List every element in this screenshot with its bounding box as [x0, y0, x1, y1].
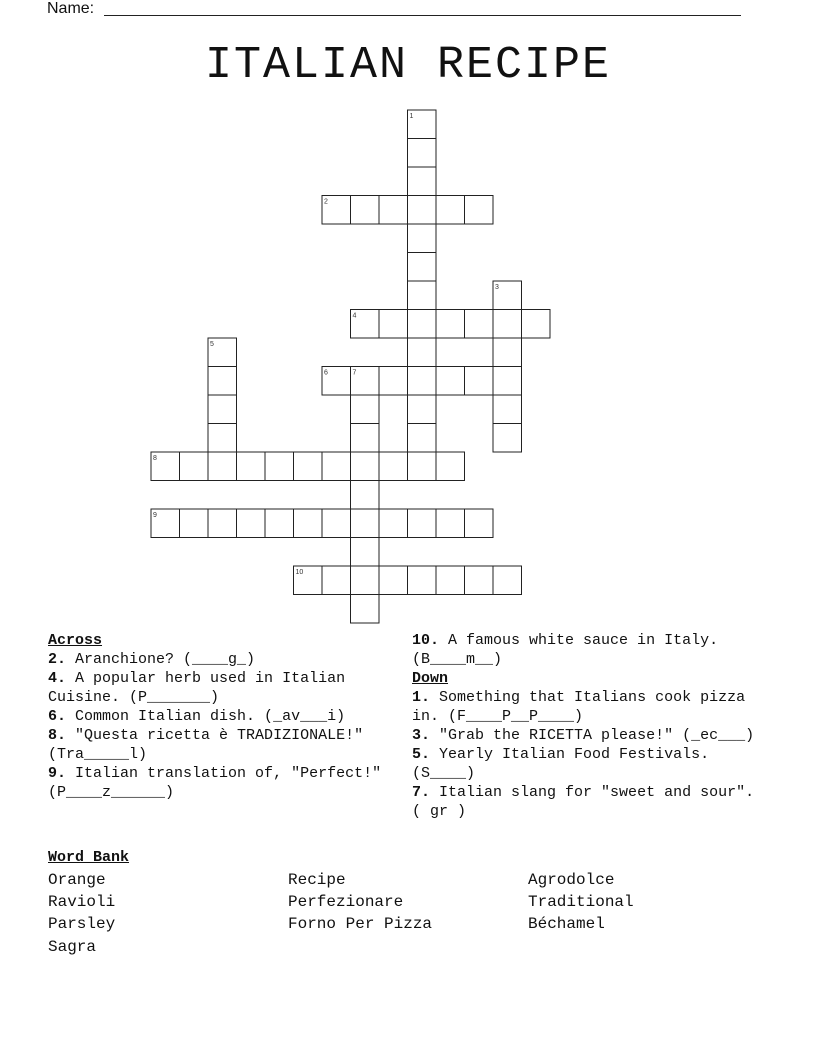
grid-cell[interactable]: [465, 367, 494, 396]
cell-number: 8: [153, 455, 157, 462]
across-clue-4: [48, 669, 398, 707]
cell-number: 1: [409, 113, 414, 120]
grid-cell[interactable]: [265, 452, 294, 481]
grid-cell[interactable]: [408, 338, 437, 367]
grid-cell[interactable]: [408, 167, 437, 196]
clue-text: Italian translation of, "Perfect!" (P____z______): [48, 765, 382, 801]
word-bank-item: Perfezionare: [288, 893, 404, 911]
clue-number: 6.: [48, 708, 67, 725]
grid-cell[interactable]: [351, 538, 380, 567]
clue-number: 10.: [412, 632, 440, 649]
across-clue-6: [48, 707, 398, 726]
grid-cell[interactable]: [408, 509, 437, 538]
across-heading: Across: [48, 632, 103, 649]
grid-cell[interactable]: [180, 452, 209, 481]
grid-cell[interactable]: [465, 566, 494, 595]
grid-cell[interactable]: [408, 224, 437, 253]
clues-left-column: [48, 631, 398, 802]
cell-number: 7: [352, 369, 357, 377]
clue-text: Something that Italians cook pizza in. (F____P__P____): [412, 689, 746, 725]
across-clue-2: [48, 650, 398, 669]
grid-cell[interactable]: [408, 281, 437, 310]
grid-cell[interactable]: [408, 196, 437, 225]
grid-cell[interactable]: [322, 509, 351, 538]
grid-cell[interactable]: [493, 310, 522, 339]
grid-cell[interactable]: [436, 196, 465, 225]
grid-cell[interactable]: [408, 367, 437, 396]
clue-text: Common Italian dish. (_av___i): [75, 708, 346, 725]
grid-cell[interactable]: [379, 196, 408, 225]
clue-number: 1.: [412, 689, 431, 706]
grid-cell[interactable]: [465, 509, 494, 538]
grid-cell[interactable]: [493, 367, 522, 396]
grid-cell[interactable]: [465, 310, 494, 339]
cell-number: 6: [324, 369, 328, 377]
clue-text: Aranchione? (____g_): [75, 651, 256, 668]
grid-cell[interactable]: [351, 196, 380, 225]
name-label: Name:: [47, 0, 95, 17]
grid-cell[interactable]: [379, 566, 408, 595]
word-bank-item: Agrodolce: [528, 871, 615, 889]
clue-number: 4.: [48, 670, 67, 687]
grid-cell[interactable]: [208, 509, 237, 538]
clue-text: "Grab the RICETTA please!" (_ec___): [439, 727, 755, 744]
word-bank-item: Béchamel: [528, 915, 605, 933]
grid-cell[interactable]: [322, 566, 351, 595]
clue-number: 9.: [48, 765, 67, 782]
grid-cell[interactable]: [493, 338, 522, 367]
down-clue-7: [412, 783, 772, 821]
grid-cell[interactable]: [379, 452, 408, 481]
word-bank-item: Ravioli: [48, 893, 116, 911]
grid-cell[interactable]: [408, 253, 437, 282]
grid-cell[interactable]: [208, 452, 237, 481]
grid-cell[interactable]: [408, 310, 437, 339]
grid-cell[interactable]: [379, 509, 408, 538]
word-bank-heading: Word Bank: [48, 849, 130, 866]
down-clue-1: [412, 688, 772, 726]
across-clue-9: [48, 764, 398, 802]
clue-text: A famous white sauce in Italy. (B____m__): [412, 632, 719, 668]
grid-cell[interactable]: [237, 452, 266, 481]
grid-cell[interactable]: [294, 509, 323, 538]
down-clue-5: [412, 745, 772, 783]
clue-number: 8.: [48, 727, 67, 744]
grid-cell[interactable]: [493, 395, 522, 424]
grid-cell[interactable]: [465, 196, 494, 225]
word-bank-item: Sagra: [48, 938, 97, 956]
grid-cell[interactable]: [351, 481, 380, 510]
word-bank-item: Parsley: [48, 915, 116, 933]
grid-cell[interactable]: [208, 367, 237, 396]
grid-cell[interactable]: [408, 395, 437, 424]
grid-cell[interactable]: [237, 509, 266, 538]
clue-number: 5.: [412, 746, 431, 763]
word-bank-item: Recipe: [288, 871, 346, 889]
grid-cell[interactable]: [436, 310, 465, 339]
down-heading: Down: [412, 670, 449, 687]
grid-cell[interactable]: [436, 452, 465, 481]
word-bank-item: Traditional: [528, 893, 634, 911]
clue-text: Italian slang for "sweet and sour". ( gr ): [412, 784, 755, 820]
grid-cell[interactable]: [351, 566, 380, 595]
grid-cell[interactable]: [493, 424, 522, 453]
cell-number: 9: [153, 512, 157, 519]
grid-cell[interactable]: [522, 310, 551, 339]
cell-number: 2: [324, 198, 328, 206]
grid-cell[interactable]: [322, 452, 351, 481]
grid-cell[interactable]: [208, 395, 237, 424]
across-clue-8: [48, 726, 398, 764]
grid-cell[interactable]: [408, 566, 437, 595]
cell-number: 10: [295, 569, 304, 576]
grid-cell[interactable]: [208, 424, 237, 453]
cell-number: 4: [352, 312, 357, 320]
word-bank-item: Forno Per Pizza: [288, 915, 433, 933]
grid-cell[interactable]: [351, 509, 380, 538]
grid-cell[interactable]: [436, 367, 465, 396]
grid-cell[interactable]: [408, 139, 437, 168]
grid-cell[interactable]: [493, 566, 522, 595]
clue-text: A popular herb used in Italian Cuisine. (P_______): [48, 670, 346, 706]
grid-cell[interactable]: [180, 509, 209, 538]
grid-cell[interactable]: [265, 509, 294, 538]
page-title: ITALIAN RECIPE: [204, 40, 612, 91]
cell-number: 5: [210, 341, 214, 348]
clue-text: "Questa ricetta è TRADIZIONALE!"(Tra_____l): [48, 727, 364, 763]
across-clue-10: [412, 631, 772, 669]
grid-cell[interactable]: [379, 367, 408, 396]
grid-cell[interactable]: [351, 595, 380, 624]
cell-number: 3: [495, 284, 499, 291]
grid-cell[interactable]: [436, 566, 465, 595]
grid-cell[interactable]: [379, 310, 408, 339]
grid-cell[interactable]: [408, 424, 437, 453]
grid-cell[interactable]: [408, 452, 437, 481]
grid-cell[interactable]: [294, 452, 323, 481]
word-bank-item: Orange: [48, 871, 106, 889]
grid-cell[interactable]: [351, 395, 380, 424]
down-clue-3: [412, 726, 772, 745]
grid-cell[interactable]: [351, 424, 380, 453]
clue-text: Yearly Italian Food Festivals. (S____): [412, 746, 710, 782]
grid-cell[interactable]: [351, 452, 380, 481]
grid-cell[interactable]: [436, 509, 465, 538]
clue-number: 7.: [412, 784, 431, 801]
clues-right-column: [412, 631, 772, 821]
clue-number: 2.: [48, 651, 67, 668]
clue-number: 3.: [412, 727, 431, 744]
